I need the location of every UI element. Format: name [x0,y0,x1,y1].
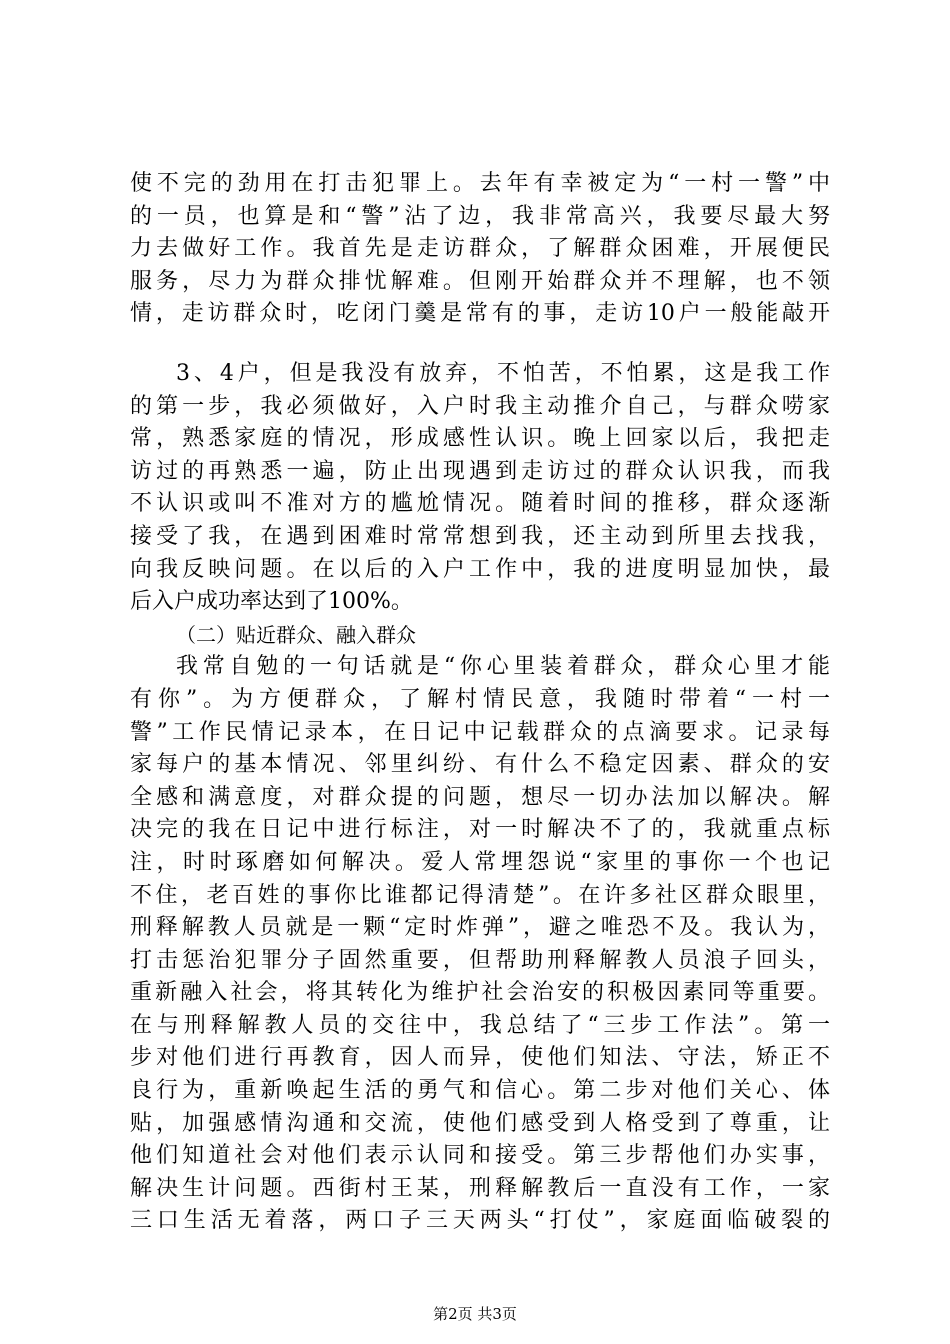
text-line: 使不完的劲用在打击犯罪上。去年有幸被定为“一村一警”中 [130,171,830,196]
text-line: 他们知道社会对他们表示认同和接受。第三步帮他们办实事， [130,1143,830,1169]
text-line: 在与刑释解教人员的交往中，我总结了“三步工作法”。第一 [130,1012,830,1038]
text-line: 解决生计问题。西街村王某，刑释解教后一直没有工作，一家 [130,1175,830,1201]
text-line: 警”工作民情记录本，在日记中记载群众的点滴要求。记录每 [130,719,830,745]
text-line: 不住，老百姓的事你比谁都记得清楚”。在许多社区群众眼里， [130,882,830,908]
text-line: 家每户的基本情况、邻里纠纷、有什么不稳定因素、群众的安 [130,752,830,778]
text-line: 接受了我，在遇到困难时常常想到我，还主动到所里去找我， [130,523,830,549]
text-line: 决完的我在日记中进行标注，对一时解决不了的，我就重点标 [130,817,830,843]
text-line: 后入户成功率达到了100%。 [130,589,413,615]
section-heading: （二）贴近群众、融入群众 [176,622,416,647]
text-line: 情，走访群众时，吃闭门羹是常有的事，走访10户一般能敲开 [130,301,830,327]
text-line: 注，时时琢磨如何解决。爱人常埋怨说“家里的事你一个也记 [130,849,830,875]
text-line: 的一员，也算是和“警”沾了边，我非常高兴，我要尽最大努 [130,203,830,229]
text-line: 力去做好工作。我首先是走访群众，了解群众困难，开展便民 [130,236,830,262]
text-line: 3、4户，但是我没有放弃，不怕苦，不怕累，这是我工作 [176,361,830,386]
text-line: 的第一步，我必须做好，入户时我主动推介自己，与群众唠家 [130,393,830,419]
text-line: 贴，加强感情沟通和交流，使他们感受到人格受到了尊重，让 [130,1110,830,1136]
text-line: 有你”。为方便群众，了解村情民意，我随时带着“一村一 [130,686,830,712]
text-line: 良行为，重新唤起生活的勇气和信心。第二步对他们关心、体 [130,1078,830,1104]
text-line: 步对他们进行再教育，因人而异，使他们知法、守法，矫正不 [130,1045,830,1071]
text-block-main [130,358,830,1238]
text-line: 三口生活无着落，两口子三天两头“打仗”，家庭面临破裂的 [130,1208,830,1234]
page-footer: 第2页 共3页 [433,1305,517,1323]
text-line: 我常自勉的一句话就是“你心里装着群众，群众心里才能 [176,654,830,680]
text-line: 不认识或叫不准对方的尴尬情况。随着时间的推移，群众逐渐 [130,491,830,517]
text-line: 向我反映问题。在以后的入户工作中，我的进度明显加快，最 [130,556,830,582]
text-line: 重新融入社会，将其转化为维护社会治安的积极因素同等重要。 [130,980,830,1006]
text-line: 全感和满意度，对群众提的问题，想尽一切办法加以解决。解 [130,784,830,810]
text-line: 访过的再熟悉一遍，防止出现遇到走访过的群众认识我，而我 [130,458,830,484]
text-line: 常，熟悉家庭的情况，形成感性认识。晚上回家以后，我把走 [130,426,830,452]
text-block-continuation [130,168,830,331]
text-line: 刑释解教人员就是一颗“定时炸弹”，避之唯恐不及。我认为， [130,915,830,941]
text-line: 打击惩治犯罪分子固然重要，但帮助刑释解教人员浪子回头， [130,947,830,973]
text-line: 服务，尽力为群众排忧解难。但刚开始群众并不理解，也不领 [130,268,830,294]
